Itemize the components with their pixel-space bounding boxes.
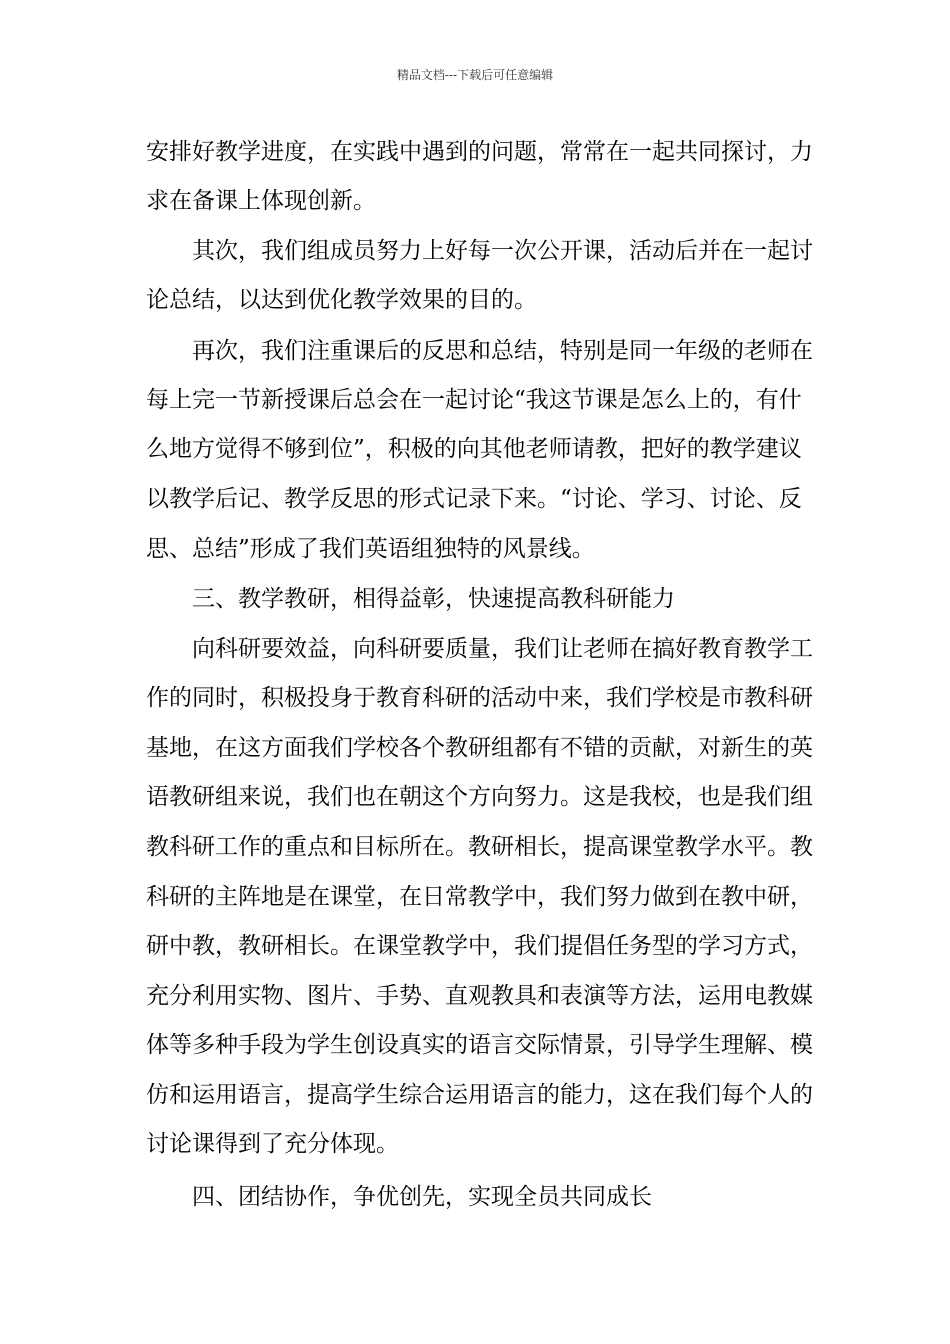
text-line: 仿和运用语言，提高学生综合运用语言的能力，这在我们每个人的	[146, 1082, 813, 1108]
text-line: 安排好教学进度，在实践中遇到的问题，常常在一起共同探讨，力	[146, 139, 813, 165]
text-line: 以教学后记、教学反思的形式记录下来。“讨论、学习、讨论、反	[146, 486, 802, 512]
page-header: 精品文档---下载后可任意编辑	[396, 68, 554, 82]
text-line: 思、总结”形成了我们英语组独特的风景线。	[146, 536, 595, 562]
paragraph-start: 其次，我们组成员努力上好每一次公开课，活动后并在一起讨	[192, 238, 813, 264]
text-line: 讨论课得到了充分体现。	[146, 1131, 399, 1157]
section-heading: 四、团结协作，争优创先，实现全员共同成长	[192, 1184, 652, 1210]
text-line: 求在备课上体现创新。	[146, 188, 376, 214]
text-line: 教科研工作的重点和目标所在。教研相长，提高课堂教学水平。教	[146, 834, 813, 860]
text-line: 研中教，教研相长。在课堂教学中，我们提倡任务型的学习方式，	[146, 933, 813, 959]
paragraph-start: 再次，我们注重课后的反思和总结，特别是同一年级的老师在	[192, 338, 813, 364]
section-heading: 三、教学教研，相得益彰，快速提高教科研能力	[192, 586, 675, 612]
paragraph-start: 向科研要效益，向科研要质量，我们让老师在搞好教育教学工	[192, 636, 813, 662]
text-line: 每上完一节新授课后总会在一起讨论“我这节课是怎么上的，有什	[146, 387, 802, 413]
text-line: 体等多种手段为学生创设真实的语言交际情景，引导学生理解、模	[146, 1032, 813, 1058]
text-line: 科研的主阵地是在课堂，在日常教学中，我们努力做到在教中研，	[146, 884, 813, 910]
text-line: 语教研组来说，我们也在朝这个方向努力。这是我校，也是我们组	[146, 784, 813, 810]
text-line: 充分利用实物、图片、手势、直观教具和表演等方法，运用电教媒	[146, 983, 813, 1009]
text-line: 论总结，以达到优化教学效果的目的。	[146, 287, 537, 313]
text-line: 作的同时，积极投身于教育科研的活动中来，我们学校是市教科研	[146, 685, 813, 711]
text-line: 么地方觉得不够到位”，积极的向其他老师请教，把好的教学建议	[146, 436, 802, 462]
text-line: 基地，在这方面我们学校各个教研组都有不错的贡献，对新生的英	[146, 735, 813, 761]
